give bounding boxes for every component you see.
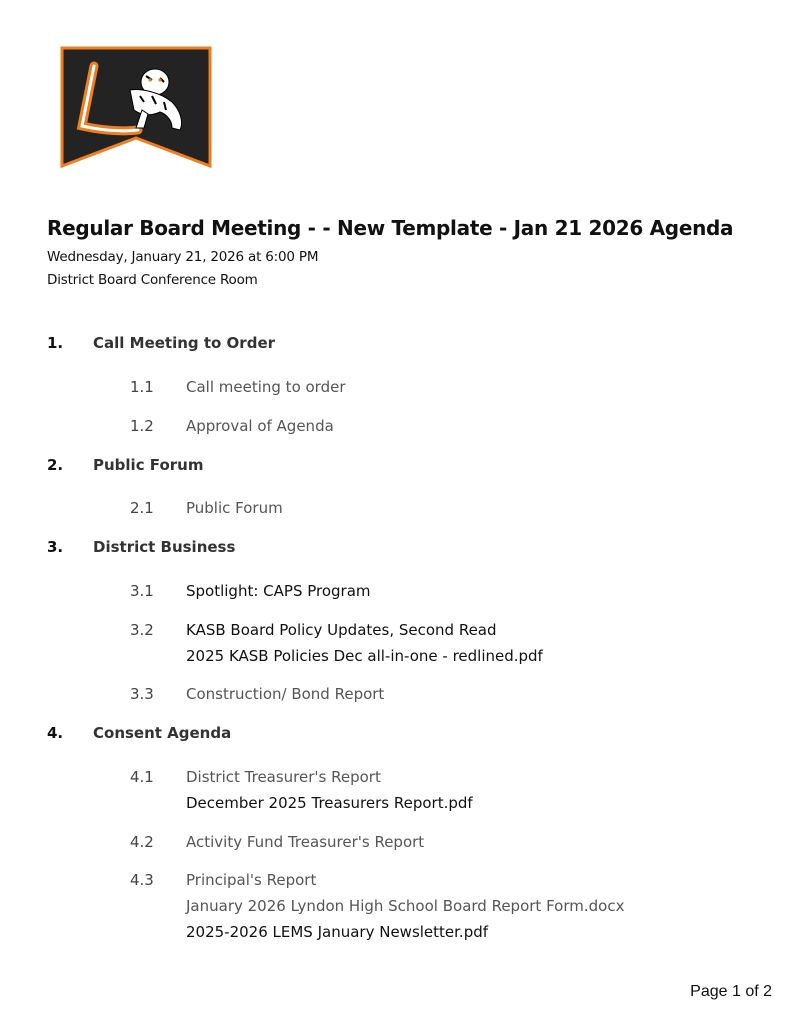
agenda-item[interactable]: Call meeting to order [186,378,346,396]
section-title: District Business [93,538,236,556]
meeting-location: District Board Conference Room [47,272,258,288]
attachment-link[interactable]: December 2025 Treasurers Report.pdf [186,794,473,812]
attachment-link[interactable]: January 2026 Lyndon High School Board Report Form.docx [186,897,625,915]
agenda-item[interactable]: District Treasurer's Report [186,768,381,786]
item-number: 4.1 [130,768,154,786]
agenda-item[interactable]: KASB Board Policy Updates, Second Read [186,621,497,639]
item-number: 4.3 [130,871,154,889]
agenda-item[interactable]: Spotlight: CAPS Program [186,582,371,600]
section-number: 3. [47,538,64,556]
section-title: Consent Agenda [93,724,232,742]
section-number: 4. [47,724,64,742]
section-number: 2. [47,456,64,474]
section-number: 1. [47,334,64,352]
page-number: Page 1 of 2 [690,983,772,1000]
agenda-item[interactable]: Construction/ Bond Report [186,685,385,703]
item-number: 3.3 [130,685,154,703]
item-number: 4.2 [130,833,154,851]
agenda-item[interactable]: Approval of Agenda [186,417,334,435]
agenda-item[interactable]: Principal's Report [186,871,317,889]
item-number: 2.1 [130,499,154,517]
item-number: 1.1 [130,378,154,396]
item-number: 3.2 [130,621,154,639]
attachment-link[interactable]: 2025 KASB Policies Dec all-in-one - redlined.pdf [186,647,543,665]
item-number: 3.1 [130,582,154,600]
item-number: 1.2 [130,417,154,435]
section-title: Public Forum [93,456,204,474]
document-title: Regular Board Meeting - - New Template - Jan 21 2026 Agenda [47,216,734,240]
meeting-datetime: Wednesday, January 21, 2026 at 6:00 PM [47,249,319,265]
agenda-item[interactable]: Public Forum [186,499,283,517]
agenda-item[interactable]: Activity Fund Treasurer's Report [186,833,425,851]
section-title: Call Meeting to Order [93,334,276,352]
attachment-link[interactable]: 2025-2026 LEMS January Newsletter.pdf [186,923,489,941]
